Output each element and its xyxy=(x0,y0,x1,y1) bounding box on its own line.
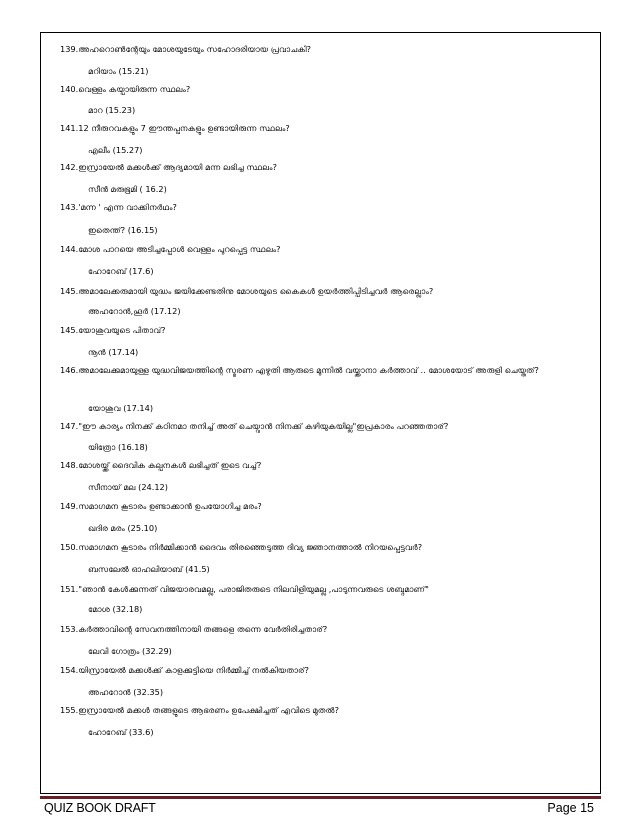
qa-item-140 xyxy=(60,84,580,115)
question: 139.അഹറൊൺന്റേയും മോശയുടേയും സഹോദരിയായ പ്രവാചകി? xyxy=(60,44,311,54)
qa-item-154 xyxy=(60,665,580,697)
question: 145.അമാലേക്കരുമായി യുദ്ധം ജയിക്കേണ്ടതിനു മോശയുടെ കൈകൾ ഉയർത്തിപ്പിടിച്ചവർ ആരെല്ലാം? xyxy=(60,286,434,296)
qa-item-145a xyxy=(60,286,580,316)
answer: അഹറോൻ,ഹൂർ (17.12) xyxy=(88,306,181,316)
answer: നൂൻ (17.14) xyxy=(88,347,139,357)
footer-title: QUIZ BOOK DRAFT xyxy=(44,801,156,815)
qa-item-141 xyxy=(60,123,580,155)
answer: ഹോറേബ് (17.6) xyxy=(88,266,154,276)
question: 155.ഇസ്രായേൽ മക്കൾ തങ്ങളുടെ ആഭരണം ഉപേക്ഷിച്ചത് എവിടെ മുതൽ? xyxy=(60,705,339,715)
qa-item-144 xyxy=(60,244,580,276)
question: 146.അമാലേക്കുമായുള്ള യുദ്ധവിജയത്തിന്റെ സ്മരണ എഴുതി ആരുടെ മുന്നിൽ വയ്ക്കാനാ കർത്താവ് .. മോശയോട് അരുളി ചെയ്തത്? xyxy=(60,365,539,375)
qa-item-149 xyxy=(60,501,580,533)
qa-item-153 xyxy=(60,624,580,656)
answer: സീൻ മരുഭൂമി ( 16.2) xyxy=(88,184,167,194)
qa-item-151 xyxy=(60,584,580,614)
page-number: Page 15 xyxy=(547,801,594,815)
answer: ലേവി ഗോത്രം (32.29) xyxy=(88,646,172,656)
question: 141.12 നീരുറവകളും 7 ഈന്തപ്പനകളും ഉണ്ടായിരുന്ന സ്ഥലം? xyxy=(60,123,290,133)
answer: മാറ (15.23) xyxy=(88,105,136,115)
question: 150.സമാഗമന കൂടാരം നിർമ്മിക്കാൻ ദൈവം തിരഞ്ഞെടുത്ത ദിവ്യ ജ്ഞാനത്താൽ നിറയപ്പെട്ടവർ? xyxy=(60,542,423,552)
qa-item-142 xyxy=(60,162,580,194)
question: 145.യോശുവയുടെ പിതാവ്? xyxy=(60,325,166,335)
answer: ഇതെന്ത്? (16.15) xyxy=(88,225,158,235)
answer: ഖദിര മരം (25.10) xyxy=(88,523,158,533)
answer: മോശ (32.18) xyxy=(88,604,143,614)
answer: എലീം (15.27) xyxy=(88,145,143,155)
answer: ബസലേൽ ഓഹലിയാബ് (41.5) xyxy=(88,564,210,574)
answer: മറിയാം (15.21) xyxy=(88,66,149,76)
question: 143.'മന്ന ' എന്ന വാക്കിനർഥം? xyxy=(60,202,177,212)
qa-item-139 xyxy=(60,44,580,76)
qa-item-143 xyxy=(60,202,580,235)
qa-item-150 xyxy=(60,542,580,574)
question: 140.വെള്ളം കയ്പായിരുന്ന സ്ഥലം? xyxy=(60,84,191,94)
question: 148.മോശയ്ക്ക് ദൈവിക കല്പനകൾ ലഭിച്ചത് ഇടെ വച്ച്? xyxy=(60,460,262,470)
question: 144.മോശ പാറയെ അടിച്ചപ്പോൾ വെള്ളം പുറപ്പെട്ട സ്ഥലം? xyxy=(60,244,281,254)
qa-item-145b xyxy=(60,325,580,357)
answer: യോശുവ (17.14) xyxy=(88,403,154,413)
qa-item-148 xyxy=(60,460,580,492)
question: 151."ഞാൻ കേൾക്കുന്നത് വിജയാരവമല്ല, പരാജിതരുടെ നിലവിളിയുമല്ല ,പാടുന്നവരുടെ ശബ്ദമാണ്" xyxy=(60,584,429,594)
answer: ഹോറേബ് (33.6) xyxy=(88,727,154,737)
question: 154.യിസ്രായേൽ മക്കൾക്ക് കാളക്കുട്ടിയെ നിർമ്മിച്ച് നൽകിയതാര്? xyxy=(60,665,310,675)
answer: സീനായ് മല (24.12) xyxy=(88,482,168,492)
qa-item-146 xyxy=(60,365,580,413)
qa-item-147 xyxy=(60,421,580,452)
question: 153.കർത്താവിന്റെ സേവനത്തിനായി തങ്ങളെ തന്നെ വേർതിരിച്ചതാര്? xyxy=(60,624,328,634)
question: 147."ഈ കാര്യം നിനക്ക് കഠിനമാ തനിച്ച് അത് ചെയ്വാൻ നിനക്ക് കഴിയുകയില്ല"ഇപ്രകാരം പറഞ്ഞതാര്? xyxy=(60,421,449,431)
footer-rule xyxy=(40,796,601,799)
answer: അഹറോൻ (32.35) xyxy=(88,687,164,697)
answer: യിത്രോ (16.18) xyxy=(88,442,148,452)
question: 142.ഇസ്രായേൽ മക്കൾക്ക് ആദ്യമായി മന്ന ലഭിച്ച സ്ഥലം? xyxy=(60,162,277,172)
qa-item-155 xyxy=(60,705,580,737)
question: 149.സമാഗമന കൂടാരം ഉണ്ടാക്കാൻ ഉപയോഗിച്ച മരം? xyxy=(60,501,262,511)
